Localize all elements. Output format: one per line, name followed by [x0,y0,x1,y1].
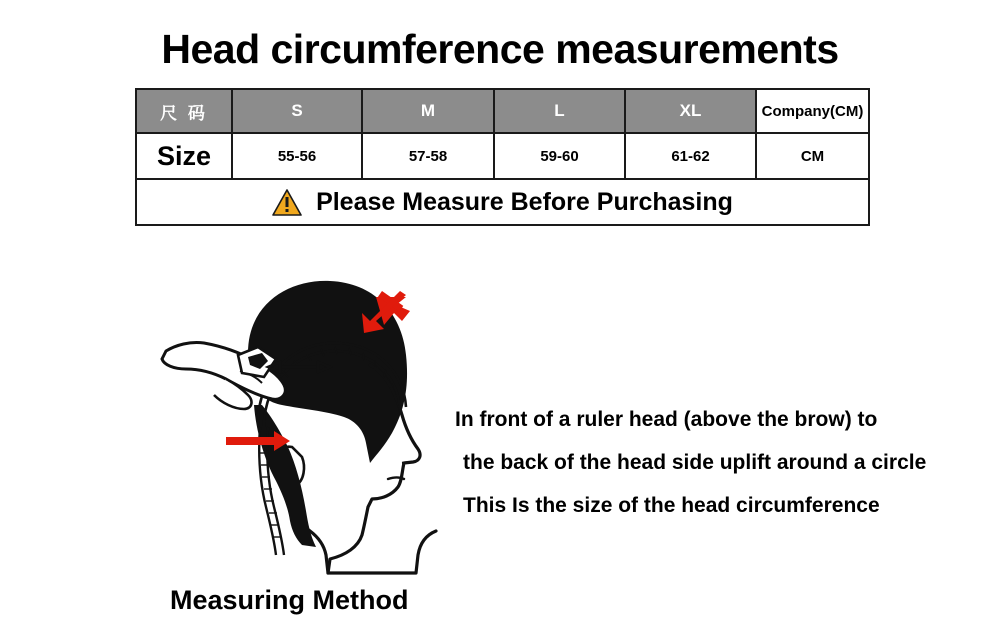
header-cell-s: S [232,89,362,133]
description-line-3: This Is the size of the head circumference [463,494,880,517]
size-chart-table [135,88,870,226]
value-cell-l: 59-60 [494,133,625,179]
note-text: Please Measure Before Purchasing [316,187,733,216]
table-row-header [136,89,869,133]
value-cell-s: 55-56 [232,133,362,179]
table-row-note [136,179,869,225]
header-cell-l: L [494,89,625,133]
value-cell-m: 57-58 [362,133,494,179]
warning-triangle-icon [272,189,302,216]
description-line-1: In front of a ruler head (above the brow) to [455,408,878,431]
page-title: Head circumference measurements [161,26,839,72]
note-cell [136,179,869,225]
header-cell-m: M [362,89,494,133]
header-cell-company: Company(CM) [756,89,869,133]
header-cell-size-cn: 尺 码 [136,89,232,133]
description-line-2: the back of the head side uplift around a circle [463,451,927,474]
value-cell-size-label: Size [136,133,232,179]
measuring-method-illustration [130,255,470,575]
description-block [455,398,1000,527]
value-cell-unit: CM [756,133,869,179]
value-cell-xl: 61-62 [625,133,756,179]
table-row-values [136,133,869,179]
measuring-method-label: Measuring Method [170,585,409,615]
header-cell-xl: XL [625,89,756,133]
